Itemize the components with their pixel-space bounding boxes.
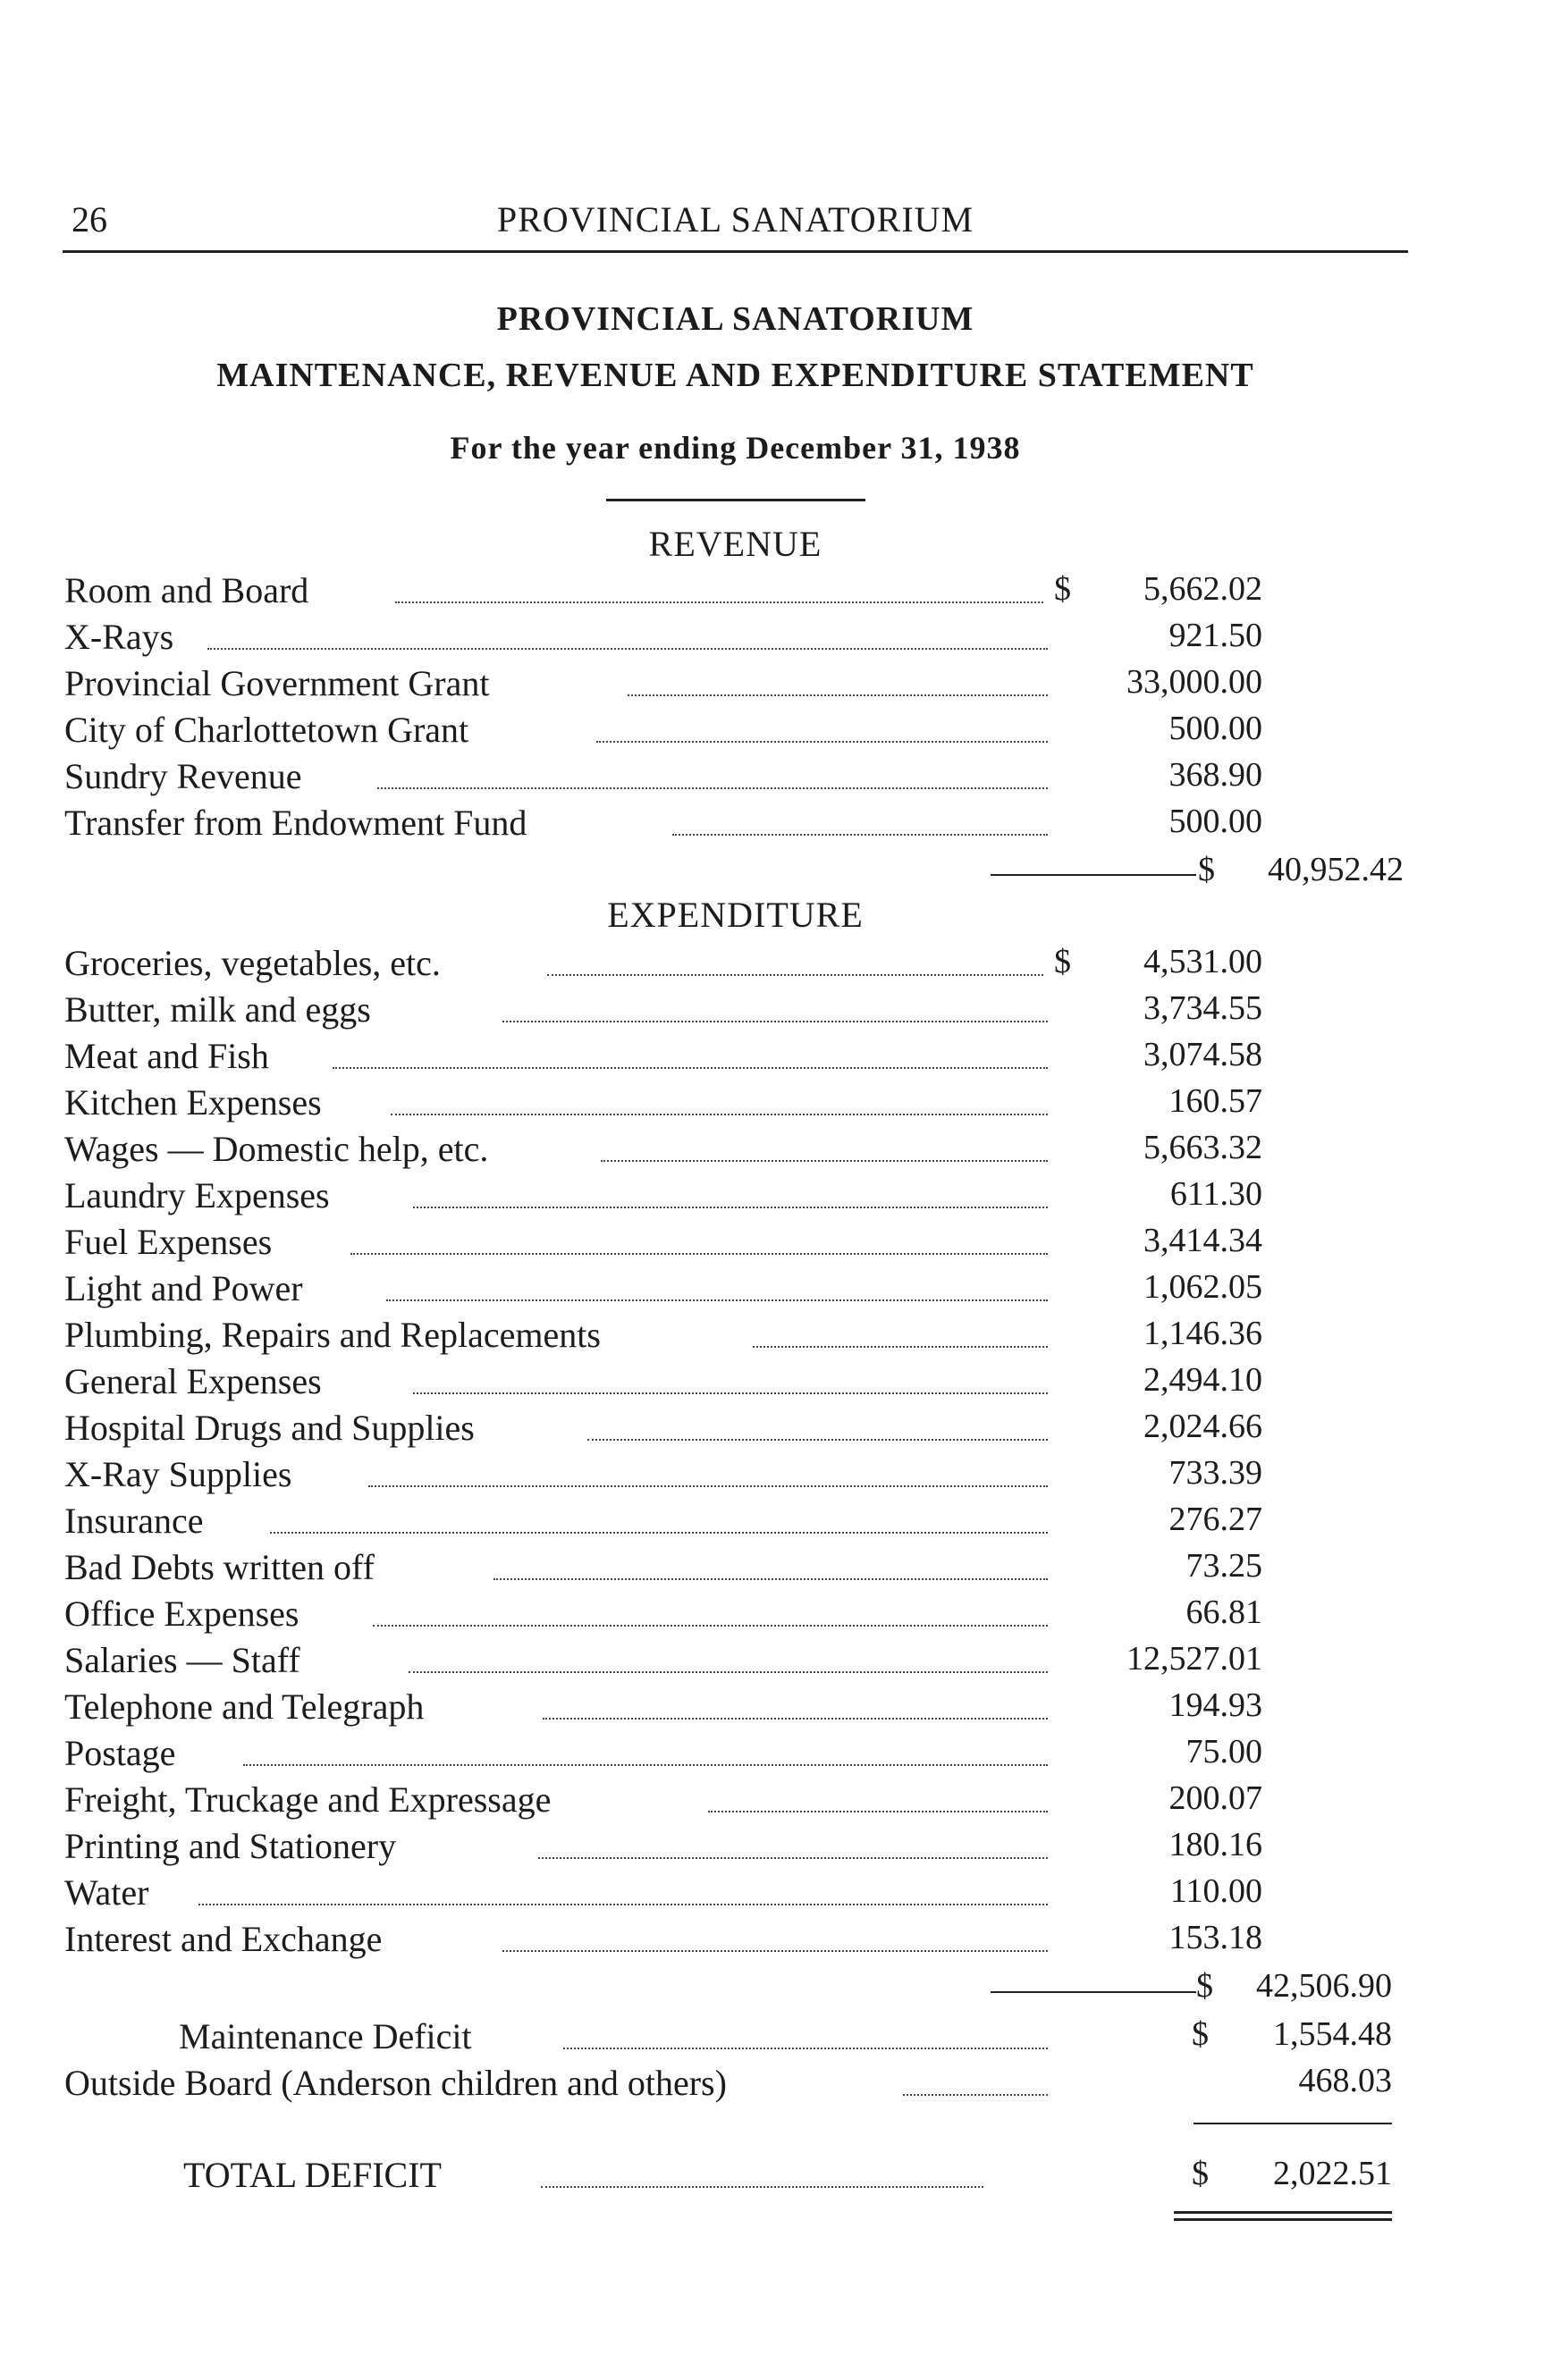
page-header bbox=[63, 198, 1408, 253]
dot-leader bbox=[386, 1299, 1048, 1301]
double-underline bbox=[1174, 2211, 1392, 2221]
dot-leader bbox=[563, 2048, 1048, 2049]
statement-title-line2: MAINTENANCE, REVENUE AND EXPENDITURE STATEMENT bbox=[216, 357, 1254, 394]
expenditure-subtotal-rule bbox=[991, 1991, 1196, 1993]
dot-leader bbox=[395, 601, 1043, 603]
line-item-amount: 3,074.58 bbox=[1143, 1036, 1262, 1073]
line-item-amount: 3,414.34 bbox=[1143, 1222, 1262, 1259]
line-item-amount: 160.57 bbox=[1168, 1082, 1262, 1120]
line-item-label: Fuel Expenses bbox=[64, 1222, 273, 1262]
line-item-amount: 12,527.01 bbox=[1126, 1640, 1262, 1678]
dot-leader bbox=[207, 648, 1048, 650]
line-item-amount: 2,024.66 bbox=[1143, 1408, 1262, 1445]
dot-leader bbox=[493, 1578, 1048, 1580]
dot-leader bbox=[541, 2186, 983, 2188]
total-rule bbox=[1194, 2123, 1392, 2124]
line-item-amount: 611.30 bbox=[1169, 1175, 1262, 1213]
line-item-label: Telephone and Telegraph bbox=[64, 1686, 425, 1727]
dot-leader bbox=[350, 1253, 1048, 1255]
line-item-label: Provincial Government Grant bbox=[64, 663, 490, 703]
line-item-amount: 500.00 bbox=[1168, 803, 1262, 840]
line-item-label: Insurance bbox=[64, 1501, 204, 1541]
line-item-label: Sundry Revenue bbox=[64, 756, 302, 796]
running-title: PROVINCIAL SANATORIUM bbox=[496, 199, 974, 240]
line-item-label: Room and Board bbox=[64, 570, 309, 610]
statement-title-line1: PROVINCIAL SANATORIUM bbox=[496, 300, 974, 338]
line-item-label: Transfer from Endowment Fund bbox=[64, 803, 527, 843]
line-item-amount: 1,062.05 bbox=[1143, 1268, 1262, 1306]
line-item-amount: 33,000.00 bbox=[1126, 663, 1262, 701]
line-item-label: Plumbing, Repairs and Replacements bbox=[64, 1315, 601, 1355]
line-item-label: Butter, milk and eggs bbox=[64, 989, 371, 1030]
revenue-total: 40,952.42 bbox=[1268, 851, 1404, 888]
dot-leader bbox=[538, 1857, 1048, 1859]
line-item-label: Kitchen Expenses bbox=[64, 1082, 322, 1123]
line-item-label: Groceries, vegetables, etc. bbox=[64, 943, 441, 983]
line-item-amount: 75.00 bbox=[1185, 1733, 1262, 1770]
line-item-label: Postage bbox=[64, 1733, 176, 1773]
dot-leader bbox=[903, 2094, 1048, 2096]
dot-leader bbox=[409, 1671, 1048, 1673]
dot-leader bbox=[333, 1067, 1048, 1069]
line-item-amount: 5,662.02 bbox=[1143, 570, 1262, 608]
dot-leader bbox=[708, 1811, 1048, 1812]
dot-leader bbox=[502, 1021, 1048, 1022]
line-item-label: X-Ray Supplies bbox=[64, 1454, 292, 1494]
dot-leader bbox=[391, 1114, 1048, 1115]
currency-symbol: $ bbox=[1192, 2155, 1209, 2192]
dot-leader bbox=[628, 694, 1048, 696]
line-item-amount: 733.39 bbox=[1168, 1454, 1262, 1492]
line-item-amount: 66.81 bbox=[1185, 1594, 1262, 1631]
outside-board-amount: 468.03 bbox=[1298, 2062, 1392, 2099]
line-item-label: Water bbox=[64, 1872, 149, 1913]
line-item-amount: 110.00 bbox=[1169, 1872, 1262, 1910]
line-item-label: Office Expenses bbox=[64, 1594, 299, 1634]
dot-leader bbox=[270, 1532, 1048, 1534]
line-item-amount: 5,663.32 bbox=[1143, 1129, 1262, 1166]
dot-leader bbox=[596, 741, 1048, 743]
dot-leader bbox=[413, 1392, 1048, 1394]
dot-leader bbox=[753, 1346, 1048, 1348]
title-rule bbox=[606, 499, 865, 501]
expenditure-heading: EXPENDITURE bbox=[607, 895, 864, 935]
currency-symbol: $ bbox=[1192, 2015, 1209, 2053]
line-item-label: Printing and Stationery bbox=[64, 1826, 397, 1866]
line-item-label: Bad Debts written off bbox=[64, 1547, 375, 1587]
line-item-label: X-Rays bbox=[64, 617, 174, 657]
dot-leader bbox=[587, 1439, 1048, 1441]
line-item-amount: 153.18 bbox=[1168, 1919, 1262, 1956]
dot-leader bbox=[601, 1160, 1048, 1162]
line-item-amount: 921.50 bbox=[1168, 617, 1262, 654]
line-item-label: City of Charlottetown Grant bbox=[64, 710, 469, 750]
revenue-subtotal-rule bbox=[991, 874, 1196, 876]
line-item-amount: 194.93 bbox=[1168, 1686, 1262, 1724]
currency-symbol: $ bbox=[1054, 943, 1071, 980]
expenditure-total: 42,506.90 bbox=[1256, 1967, 1392, 2005]
line-item-amount: 500.00 bbox=[1168, 710, 1262, 747]
total-deficit-label: TOTAL DEFICIT bbox=[183, 2155, 442, 2195]
dot-leader bbox=[373, 1625, 1048, 1627]
dot-leader bbox=[543, 1718, 1048, 1720]
dot-leader bbox=[243, 1764, 1048, 1766]
page-number: 26 bbox=[72, 199, 107, 240]
maintenance-deficit-amount: 1,554.48 bbox=[1273, 2015, 1392, 2053]
total-deficit-amount: 2,022.51 bbox=[1273, 2155, 1392, 2192]
line-item-label: Light and Power bbox=[64, 1268, 303, 1308]
currency-symbol: $ bbox=[1054, 570, 1071, 608]
line-item-label: Meat and Fish bbox=[64, 1036, 269, 1076]
dot-leader bbox=[377, 787, 1048, 789]
dot-leader bbox=[413, 1207, 1048, 1208]
dot-leader bbox=[368, 1485, 1048, 1487]
dot-leader bbox=[672, 834, 1048, 836]
currency-symbol: $ bbox=[1198, 851, 1215, 888]
line-item-amount: 180.16 bbox=[1168, 1826, 1262, 1863]
line-item-label: Interest and Exchange bbox=[64, 1919, 383, 1959]
dot-leader bbox=[198, 1904, 1048, 1905]
line-item-amount: 3,734.55 bbox=[1143, 989, 1262, 1027]
currency-symbol: $ bbox=[1196, 1967, 1213, 2005]
line-item-label: Freight, Truckage and Expressage bbox=[64, 1779, 552, 1820]
statement-period: For the year ending December 31, 1938 bbox=[450, 430, 1021, 466]
line-item-amount: 4,531.00 bbox=[1143, 943, 1262, 980]
line-item-amount: 200.07 bbox=[1168, 1779, 1262, 1817]
line-item-label: Salaries — Staff bbox=[64, 1640, 300, 1680]
dot-leader bbox=[502, 1950, 1048, 1952]
line-item-amount: 73.25 bbox=[1185, 1547, 1262, 1585]
line-item-amount: 368.90 bbox=[1168, 756, 1262, 794]
line-item-label: General Expenses bbox=[64, 1361, 322, 1401]
line-item-label: Wages — Domestic help, etc. bbox=[64, 1129, 489, 1169]
outside-board-label: Outside Board (Anderson children and others) bbox=[64, 2063, 727, 2103]
line-item-label: Laundry Expenses bbox=[64, 1175, 330, 1215]
line-item-label: Hospital Drugs and Supplies bbox=[64, 1408, 475, 1448]
line-item-amount: 2,494.10 bbox=[1143, 1361, 1262, 1399]
line-item-amount: 1,146.36 bbox=[1143, 1315, 1262, 1352]
line-item-amount: 276.27 bbox=[1168, 1501, 1262, 1538]
revenue-heading: REVENUE bbox=[648, 524, 822, 564]
dot-leader bbox=[547, 974, 1043, 976]
maintenance-deficit-label: Maintenance Deficit bbox=[179, 2016, 472, 2056]
